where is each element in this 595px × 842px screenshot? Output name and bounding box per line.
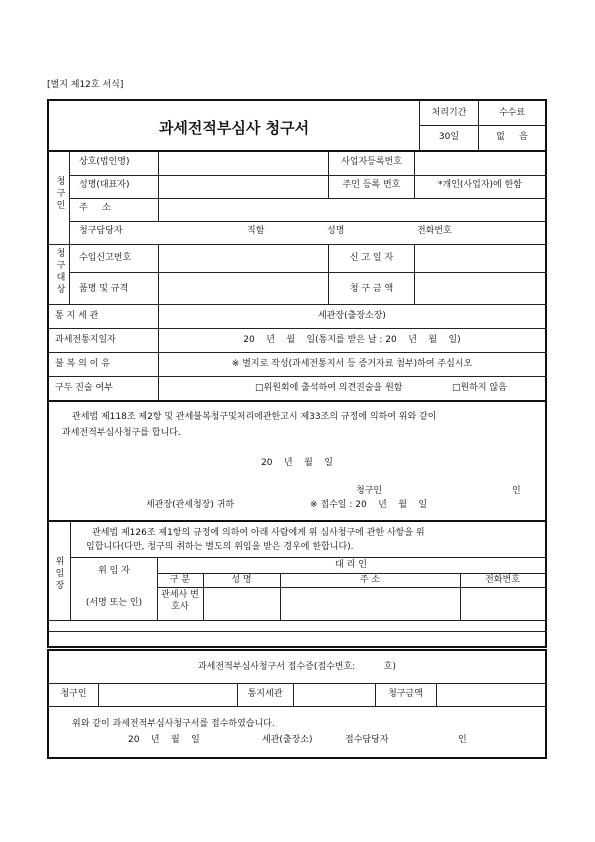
receipt-confirm-text: 위와 같이 과세전적부심사청구서를 접수하였습니다. <box>72 719 275 729</box>
person-name-label: 성명 <box>327 226 345 236</box>
statement-recipient: 세관장(관세청장) 귀하 <box>146 500 235 510</box>
claim-amount-label: 청 구 금 액 <box>349 284 394 294</box>
item-spec-field[interactable] <box>159 273 327 303</box>
objection-reason-label: 불 복 의 이 유 <box>55 359 110 369</box>
fee-label: 수수료 <box>498 108 526 118</box>
name-label: 성명(대표자) <box>79 180 130 190</box>
notice-date-value: 20 년 월 일(통지를 받은 날 : 20 년 월 일) <box>243 335 461 345</box>
delegation-text-line1: 관세법 제126조 제1항의 규정에 의하여 아래 사람에게 위 심사청구에 관한 사항을 위 <box>92 528 425 538</box>
statement-claimant-label: 청구인 <box>356 486 383 496</box>
receipt-amount-label: 청구금액 <box>388 689 423 699</box>
category-value: 관세사 변호사 <box>161 590 199 612</box>
delegation-group-label: 위임장 <box>55 557 65 591</box>
notifying-customs-value: 세관장(출장소장) <box>318 311 386 321</box>
notifying-customs-label: 통 지 세 관 <box>55 311 99 321</box>
claim-amount-field[interactable] <box>415 273 545 303</box>
agent-name-label: 성 명 <box>231 575 252 585</box>
agent-phone-field[interactable] <box>461 588 545 619</box>
business-reg-label: 사업자등록번호 <box>341 157 402 167</box>
trade-name-label: 상호(법인명) <box>79 157 130 167</box>
receipt-customs-label: 통지세관 <box>247 689 283 699</box>
statement-receipt-date: ※ 접수일 : 20 년 월 일 <box>310 500 428 510</box>
individual-note: *개인(사업자)에 한함 <box>438 180 522 190</box>
address-label: 주 소 <box>79 203 111 213</box>
form-label: [별지 제12호 서식] <box>47 80 124 90</box>
agent-name-field[interactable] <box>204 588 279 619</box>
receipt-amount-field[interactable] <box>437 684 544 705</box>
statement-text-line1: 관세법 제118조 제2항 및 관세불복청구및처리에관한고시 제33조의 규정에 의하여 위와 같이 <box>72 412 437 422</box>
fee-value: 없 음 <box>496 132 528 142</box>
page-title: 과세전적부심사 청구서 <box>158 119 310 137</box>
notice-date-label: 과세전통지일자 <box>55 335 116 345</box>
sign-label: (서명 또는 인) <box>85 598 143 608</box>
claim-target-group-label: 청구대상 <box>56 249 66 295</box>
agent-address-label: 주 소 <box>359 575 381 585</box>
name-field[interactable] <box>159 176 327 197</box>
receipt-claimant-field[interactable] <box>99 684 236 705</box>
address-field[interactable] <box>159 199 545 220</box>
declaration-date-label: 신 고 일 자 <box>349 253 394 263</box>
agent-label: 대 리 인 <box>335 560 367 570</box>
import-declaration-field[interactable] <box>159 245 327 271</box>
position-label: 직함 <box>247 226 265 236</box>
processing-period-value: 30일 <box>438 132 460 142</box>
receipt-title: 과세전적부심사청구서 접수증(접수번호: 호) <box>197 662 397 672</box>
delegation-text-line2: 임합니다(다만, 청구의 취하는 별도의 위임을 받은 경우에 한합니다). <box>86 542 354 552</box>
import-declaration-label: 수입신고번호 <box>79 253 132 263</box>
receipt-customs-field[interactable] <box>294 684 374 705</box>
agent-address-field[interactable] <box>281 588 459 619</box>
item-spec-label: 품명 및 규격 <box>79 284 129 294</box>
agent-phone-label: 전화번호 <box>485 575 520 585</box>
receipt-office-label: 세관(출장소) <box>262 735 313 745</box>
oral-statement-yes-checkbox[interactable]: □위원회에 출석하여 의견진술을 원함 <box>255 383 403 393</box>
receipt-claimant-label: 청구인 <box>60 689 87 699</box>
processing-period-label: 처리기간 <box>431 108 467 118</box>
business-reg-field[interactable] <box>415 153 545 174</box>
statement-date: 20 년 월 일 <box>261 458 333 468</box>
phone-label: 전화번호 <box>417 226 452 236</box>
oral-statement-label: 구두 진술 여부 <box>55 383 113 393</box>
resident-reg-label: 주민 등록 번호 <box>342 180 401 190</box>
receipt-date: 20 년 월 일 <box>128 735 200 745</box>
category-label: 구 분 <box>169 575 191 585</box>
declaration-date-field[interactable] <box>415 245 545 271</box>
statement-seal-label: 인 <box>512 486 521 496</box>
receipt-seal-label: 인 <box>458 735 467 745</box>
person-in-charge-label: 청구담당자 <box>79 226 123 236</box>
claimant-group-label: 청구인 <box>56 177 66 211</box>
oral-statement-no-checkbox[interactable]: □원하지 않음 <box>452 383 507 393</box>
statement-text-line2: 과세전적부심사청구를 합니다. <box>62 428 181 438</box>
trade-name-field[interactable] <box>159 153 327 174</box>
delegator-label: 위 임 자 <box>98 566 130 576</box>
objection-reason-value: ※ 별지로 작성(과세전통지서 등 증거자료 첨부)하여 주십시오 <box>231 359 473 369</box>
receipt-officer-label: 접수담당자 <box>345 735 389 745</box>
